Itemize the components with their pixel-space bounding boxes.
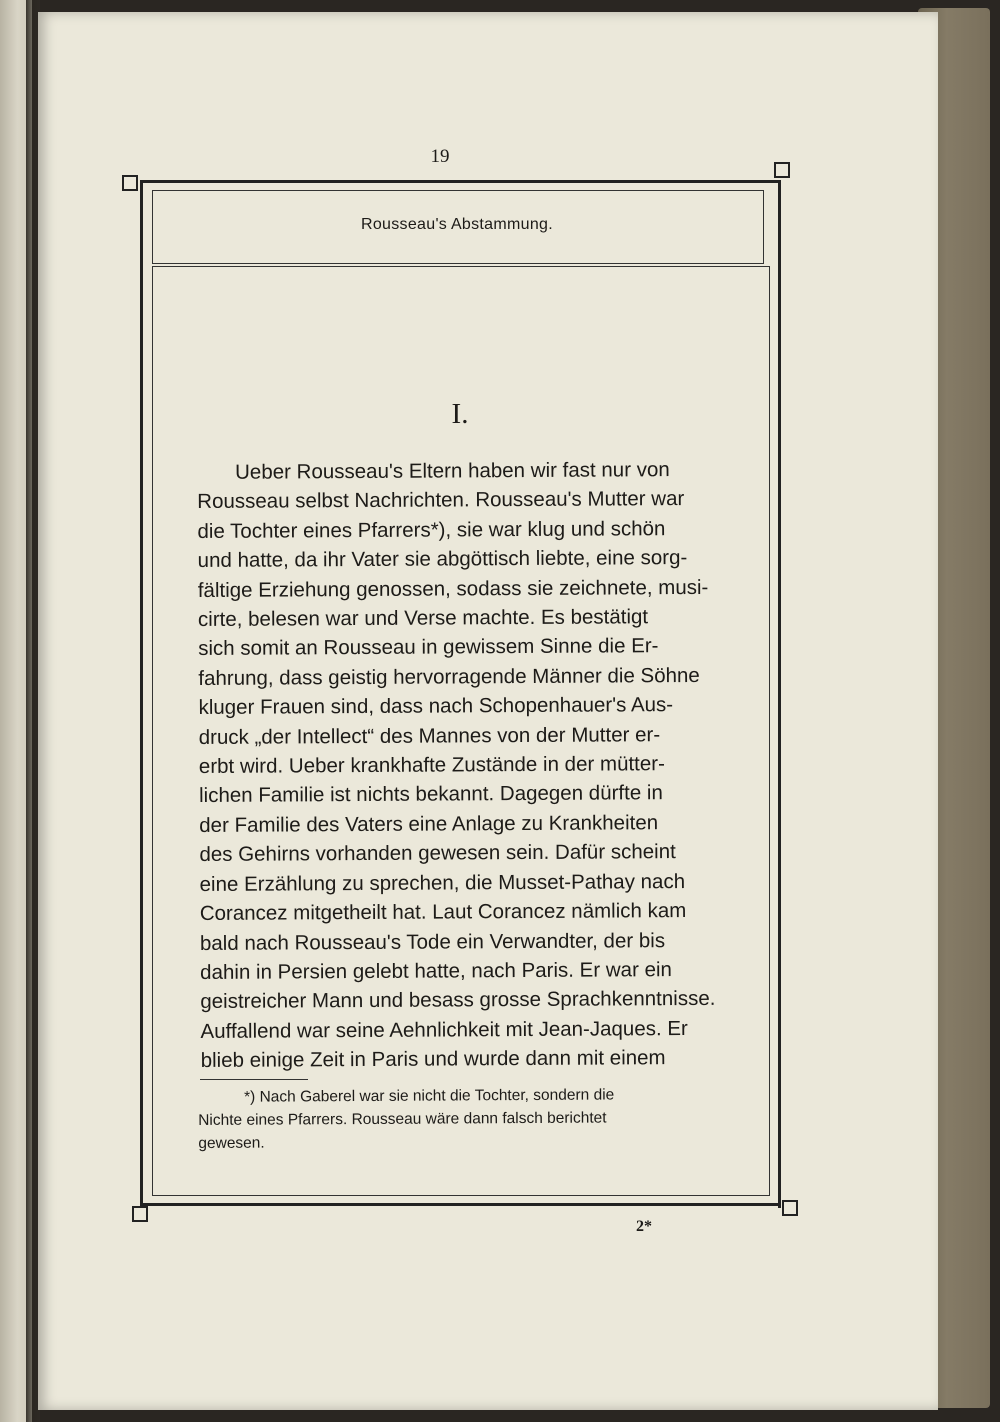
text-line: kluger Frauen sind, dass nach Schopenhauer's Aus- [198, 693, 674, 720]
text-line: blieb einige Zeit in Paris und wurde dann mit einem [200, 1046, 666, 1073]
text-line: lichen Familie ist nichts bekannt. Dagegen dürfte in [198, 781, 663, 808]
footnote-line: Nichte eines Pfarrers. Rousseau wäre dann falsch berichtet [198, 1109, 607, 1129]
frame-left-line [140, 180, 143, 1208]
frame-top-line [140, 180, 780, 183]
text-line: dahin in Persien gelebt hatte, nach Paris. Er war ein [200, 958, 672, 984]
text-line: die Tochter eines Pfarrers*), sie war klug und schön [197, 516, 666, 543]
body-text [197, 455, 741, 1076]
text-line: Ueber Rousseau's Eltern haben wir fast nur von [235, 458, 670, 484]
frame-corner-bottom-left [132, 1206, 148, 1222]
footnote [198, 1083, 738, 1155]
frame-corner-top-left [122, 175, 138, 191]
text-line: bald nach Rousseau's Tode ein Verwandter, der bis [199, 928, 666, 955]
text-line: fältige Erziehung genossen, sodass sie zeichnete, musi- [197, 575, 709, 602]
frame-bottom-line [140, 1203, 781, 1206]
text-line: fahrung, dass geistig hervorragende Männer die Söhne [198, 663, 700, 690]
text-line: cirte, belesen war und Verse machte. Es bestätigt [197, 605, 649, 632]
text-line: und hatte, da ihr Vater sie abgöttisch liebte, eine sorg- [197, 546, 688, 573]
text-line: eine Erzählung zu sprechen, die Musset-Pathay nach [199, 869, 686, 896]
text-line: druck „der Intellect“ des Mannes von der Mutter er- [198, 722, 661, 749]
signature-mark: 2* [636, 1218, 652, 1235]
footnote-line: *) Nach Gaberel war sie nicht die Tochter, sondern die [244, 1086, 615, 1106]
frame-right-line [778, 180, 781, 1208]
text-line: des Gehirns vorhanden gewesen sein. Dafür scheint [199, 840, 676, 867]
text-line: Rousseau selbst Nachrichten. Rousseau's Mutter war [197, 487, 685, 514]
chapter-heading: I. [451, 398, 469, 430]
text-line: der Familie des Vaters eine Anlage zu Krankheiten [199, 811, 659, 837]
text-line: sich somit an Rousseau in gewissem Sinne die Er- [198, 634, 659, 661]
text-line: Auffallend war seine Aehnlichkeit mit Jean-Jaques. Er [200, 1016, 688, 1043]
running-head: Rousseau's Abstammung. [361, 216, 553, 233]
text-line: erbt wird. Ueber krankhafte Zustände in der mütter- [198, 752, 665, 779]
frame-corner-top-right [774, 162, 790, 178]
footnote-rule [200, 1079, 308, 1080]
text-line: Corancez mitgetheilt hat. Laut Corancez nämlich kam [199, 899, 687, 926]
frame-corner-bottom-right [782, 1200, 798, 1216]
footnote-line: gewesen. [198, 1134, 265, 1152]
text-line: geistreicher Mann und besass grosse Sprachkenntnisse. [200, 987, 716, 1014]
page-number: 19 [430, 146, 450, 167]
